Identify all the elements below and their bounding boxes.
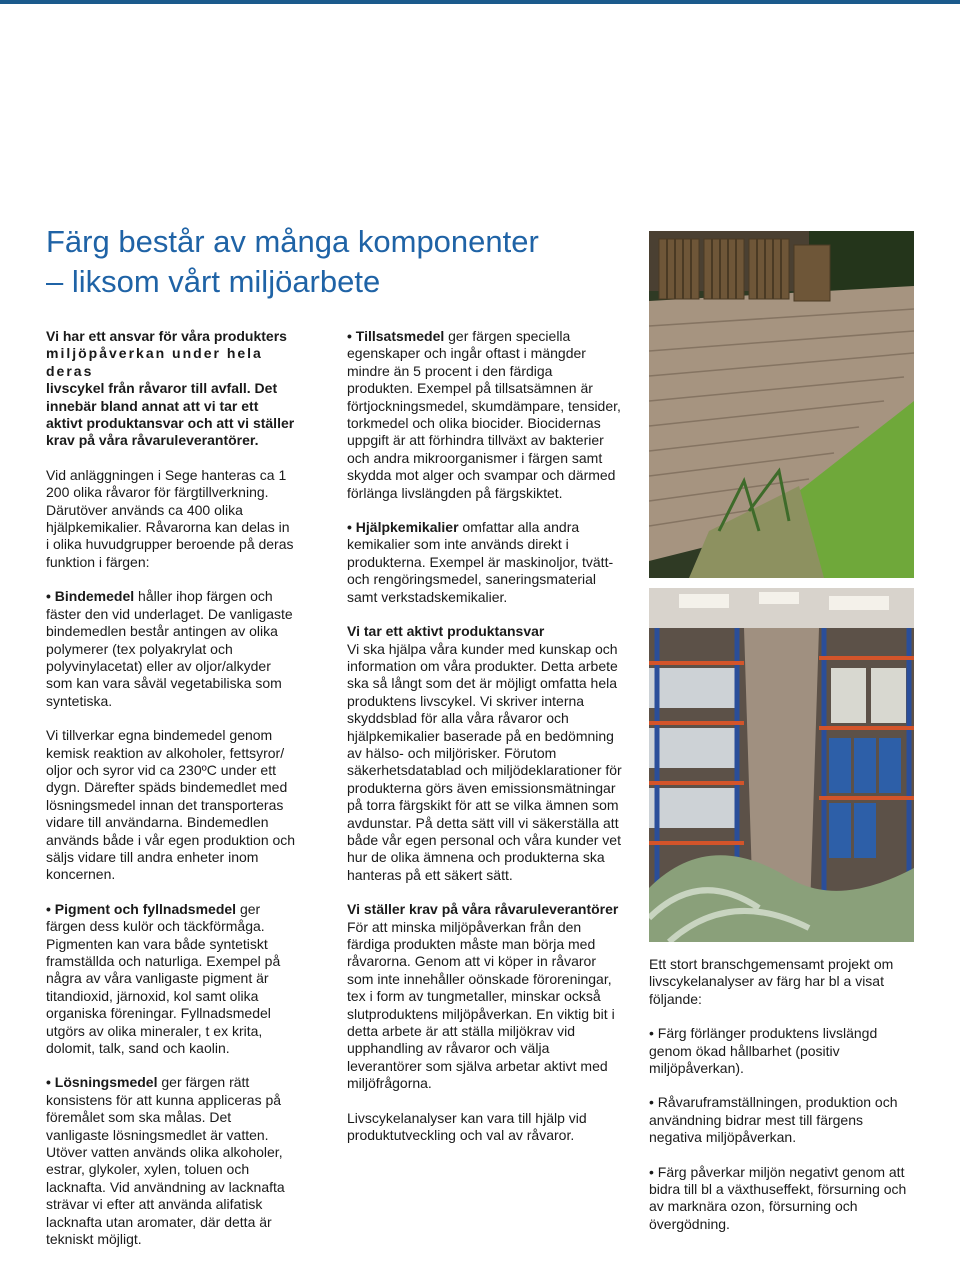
supplier-requirements-text: För att minska miljöpåverkan från den färdiga produkten måste man börja med råvarorna. Genom att vi köper in råvaror som inte innehåller oönskade föroreningar, tex i form av tungmetaller, minskar också slutproduktens miljöpåverkan. En viktig bit i detta arbete är att ställa miljökrav vid upphandling av råvaror och välja leverantörer som själva arbetar aktivt med miljöfrågorna. bbox=[347, 918, 615, 1092]
pigment-text: ger färgen dess kulör och täckförmåga. Pigmenten kan vara både syntetiskt framställda och naturliga. Exempel på några av våra vanligaste pigment är titandioxid, järnoxid, kol samt olika organiska föreningar. Fyllnadsmedel utgörs av olika mineraler, t ex krita, dolomit, talk, sand och kaolin. bbox=[46, 900, 281, 1057]
losningsmedel-item bbox=[46, 1074, 296, 1248]
warehouse-shelves-photo bbox=[649, 588, 914, 942]
title-line-2: – liksom vårt miljöarbete bbox=[46, 264, 381, 299]
supplier-requirements-section bbox=[347, 901, 622, 1092]
column-middle bbox=[347, 328, 622, 1161]
product-responsibility-section bbox=[347, 623, 622, 884]
pigment-term: • Pigment och fyllnadsmedel bbox=[46, 900, 237, 917]
bindemedel-text: håller ihop färgen och fäster den vid underlaget. De vanligaste bindemedlen består antingen av olika polymerer (tex polyakrylat och polyvinylacetat) eller av oljor/alkyder som kan vara såväl vegetabiliska som syntetiska. bbox=[46, 588, 293, 709]
lca-bullet-1: • Färg förlänger produktens livslängd genom ökad hållbarhet (positiv miljöpåverkan). bbox=[649, 1025, 878, 1077]
top-rule bbox=[0, 0, 960, 4]
binder-production-paragraph: Vi tillverkar egna bindemedel genom kemisk reaktion av alkoholer, fettsyror/ oljor och syror vid ca 230ºC under ett dygn. Därefter späds bindemedlet med lösningsmedel innan det transporteras vidare till användarna. Bindemedlen används både i vår egen produktion och säljs vidare till andra enheter inom koncernen. bbox=[46, 727, 296, 883]
column-left bbox=[46, 328, 296, 1266]
title-line-1: Färg består av många komponenter bbox=[46, 224, 539, 259]
losningsmedel-term: • Lösningsmedel bbox=[46, 1074, 158, 1091]
lca-bullet-3: • Färg påverkar miljön negativt genom att bidra till bl a växthuseffekt, försurning och av marknära ozon, försurning och övergödning. bbox=[649, 1163, 907, 1232]
page-title bbox=[46, 222, 626, 302]
raw-materials-paragraph: Vid anläggningen i Sege hanteras ca 1 200 olika råvaror för färgtillverkning. Därutöver används ca 400 olika hjälpkemikalier. Råvarorna kan delas in i olika huvudgrupper beroende på deras funktion i färgen: bbox=[46, 466, 294, 570]
lca-project-intro: Ett stort branschgemensamt projekt om livscykelanalyser av färg har bl a visat följande: bbox=[649, 956, 894, 1007]
losningsmedel-text: ger färgen rätt konsistens för att kunna appliceras på föremålet som ska målas. Det vanligaste lösningsmedlet är vatten. Utöver vatten används olika alkoholer, estrar, glykoler, xylen, toluen och lacknafta. Vid användning av lacknafta strävar vi efter att använda alifatisk lacknafta utan aromater, där detta är tekniskt möjligt. bbox=[46, 1074, 285, 1248]
tillsatsmedel-term: • Tillsatsmedel bbox=[347, 328, 445, 344]
intro-line-c: livscykel från råvaror till avfall. Det innebär bland annat att vi tar ett aktivt produktansvar och att vi ställer krav på våra råvaruleverantörer. bbox=[46, 380, 295, 449]
pigment-item bbox=[46, 901, 296, 1058]
lca-paragraph: Livscykelanalyser kan vara till hjälp vid produktutveckling och val av råvaror. bbox=[347, 1109, 587, 1144]
product-responsibility-text: Vi ska hjälpa våra kunder med kunskap och information om våra produkter. Detta arbete ska så långt som det är möjligt omfatta hela produktens livscykel. Vi skriver interna skyddsblad för alla våra råvaror och hjälpkemikalier baserade på en bedömning av hälso- och miljörisker. Förutom säkerhetsdatablad och miljödeklarationer för produkterna görs även emissionsmätningar på torra färgskikt för att se vilka ämnen som avdunstar. På detta sätt vill vi säkerställa att både vår egen personal och våra kunder vet hur de olika ämnena och produkterna ska hanteras på ett säkert sätt. bbox=[347, 640, 622, 883]
bindemedel-term: • Bindemedel bbox=[46, 588, 135, 605]
lca-bullet-2: • Råvaruframställningen, produktion och användning bidrar mest till färgens negativa miljöpåverkan. bbox=[649, 1094, 898, 1146]
tillsatsmedel-text: ger färgen speciella egenskaper och ingår oftast i mängder mindre än 5 procent i den färdiga produkten. Exempel på tillsatsämnen är förtjockningsmedel, skumdämpare, tensider, torkmedel och olika biocider. Biocidernas uppgift är att förhindra tillväxt av bakterier och andra mikroorganismer i färgen samt skydda mot alger och svampar och därmed förlänga livslängden på färgskiktet. bbox=[347, 328, 621, 501]
hjalpkemikalier-term: • Hjälpkemikalier bbox=[347, 519, 459, 536]
product-responsibility-heading: Vi tar ett aktivt produktansvar bbox=[347, 623, 545, 640]
wooden-deck-photo bbox=[649, 231, 914, 578]
intro-line-b: miljöpåverkan under hela deras bbox=[46, 345, 263, 379]
intro-paragraph bbox=[46, 328, 296, 450]
intro-line-a: Vi har ett ansvar för våra produkters bbox=[46, 328, 287, 344]
hjalpkemikalier-item bbox=[347, 519, 622, 606]
column-right bbox=[649, 956, 914, 1250]
bindemedel-item bbox=[46, 588, 296, 710]
tillsatsmedel-item bbox=[347, 328, 622, 502]
supplier-requirements-heading: Vi ställer krav på våra råvaruleverantörer bbox=[347, 901, 619, 918]
hjalpkemikalier-text: omfattar alla andra kemikalier som inte används direkt i produkterna. Exempel är maskinoljor, tvätt- och rengöringsmedel, saneringsmaterial samt verkstadskemikalier. bbox=[347, 519, 614, 605]
